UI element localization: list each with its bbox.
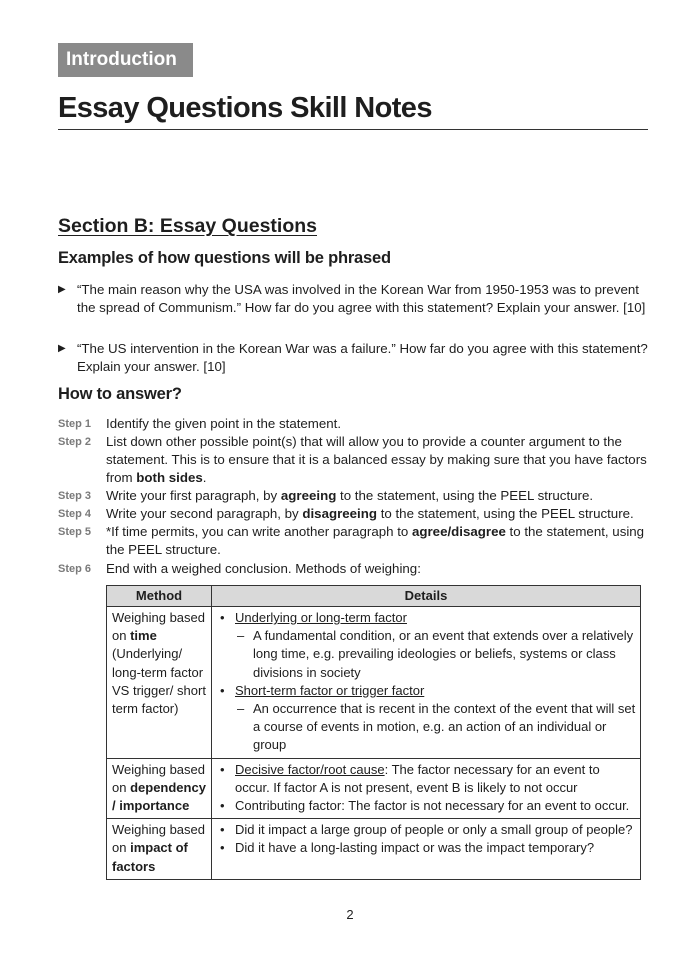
step-label: Step 3: [58, 490, 92, 502]
step-4: [58, 505, 648, 523]
triangle-bullet-icon: ▶: [58, 284, 66, 295]
dash-icon: –: [237, 628, 245, 644]
step-label: Step 5: [58, 526, 92, 538]
step-label: Step 6: [58, 563, 92, 575]
section-tag: Introduction: [58, 43, 193, 77]
table-row: [107, 607, 641, 759]
step-6: [58, 560, 648, 578]
step-3: [58, 487, 648, 505]
column-header-method: Method: [107, 586, 212, 607]
method-cell: Weighing based on time (Underlying/ long-term factor VS trigger/ short term factor): [107, 607, 212, 759]
example-item: [58, 340, 648, 376]
example-item: [58, 281, 648, 317]
page-title: Essay Questions Skill Notes: [58, 92, 648, 130]
column-header-details: Details: [212, 586, 641, 607]
details-cell: • Decisive factor/root cause: The factor necessary for an event to occur. If factor A is not present, event B is likely to not occur • Contributing factor: The factor is not necessary for an event to occur.: [212, 758, 641, 819]
triangle-bullet-icon: ▶: [58, 343, 66, 354]
details-cell: • Did it impact a large group of people or only a small group of people? • Did it have a long-lasting impact or was the impact temporary?: [212, 819, 641, 880]
bullet-icon: •: [220, 822, 225, 838]
step-text: Write your second paragraph, by disagreeing to the statement, using the PEEL structure.: [106, 506, 634, 521]
method-cell: Weighing based on dependency / importance: [107, 758, 212, 819]
step-text: *If time permits, you can write another paragraph to agree/disagree to the statement, using the PEEL structure.: [106, 524, 645, 557]
bullet-icon: •: [220, 682, 225, 698]
table-header-row: [107, 586, 641, 607]
examples-heading: Examples of how questions will be phrased: [58, 249, 391, 267]
step-2: [58, 433, 648, 487]
bullet-icon: •: [220, 610, 225, 625]
step-text: Write your first paragraph, by agreeing to the statement, using the PEEL structure.: [106, 488, 594, 503]
step-1: [58, 415, 648, 433]
page-number: 2: [346, 907, 354, 922]
details-cell: • Underlying or long-term factor – A fundamental condition, or an event that extends over a relatively long time, e.g. prevailing ideologies or beliefs, systems or class divisions in society • Short-term factor or trigger factor – An occurrence that is recent in the context of the event that will set a course of events in motion, e.g. an action of an individual or group: [212, 607, 641, 759]
example-text: “The US intervention in the Korean War was a failure.” How far do you agree with this statement? Explain your answer. [10]: [77, 341, 648, 374]
step-text: Identify the given point in the statement.: [106, 416, 342, 431]
weighing-methods-table: [106, 585, 641, 880]
step-label: Step 4: [58, 508, 92, 520]
step-text: End with a weighed conclusion. Methods of weighing:: [106, 561, 421, 576]
step-label: Step 1: [58, 418, 92, 430]
bullet-icon: •: [220, 761, 225, 777]
bullet-icon: •: [220, 798, 225, 814]
method-cell: Weighing based on impact of factors: [107, 819, 212, 880]
section-b-title: Section B: Essay Questions: [58, 215, 317, 237]
example-text: “The main reason why the USA was involved in the Korean War from 1950-1953 was to prevent the spread of Communism.” How far do you agree with this statement? Explain your answer. [10]: [77, 282, 646, 315]
step-text: List down other possible point(s) that will allow you to provide a counter argument to the statement. This is to ensure that it is a balanced essay by making sure that you have factors from both sides.: [106, 434, 647, 485]
table-row: [107, 758, 641, 819]
step-5: [58, 523, 648, 559]
step-label: Step 2: [58, 436, 92, 448]
how-heading: How to answer?: [58, 385, 182, 403]
dash-icon: –: [237, 701, 245, 717]
table-row: [107, 819, 641, 880]
bullet-icon: •: [220, 840, 225, 856]
